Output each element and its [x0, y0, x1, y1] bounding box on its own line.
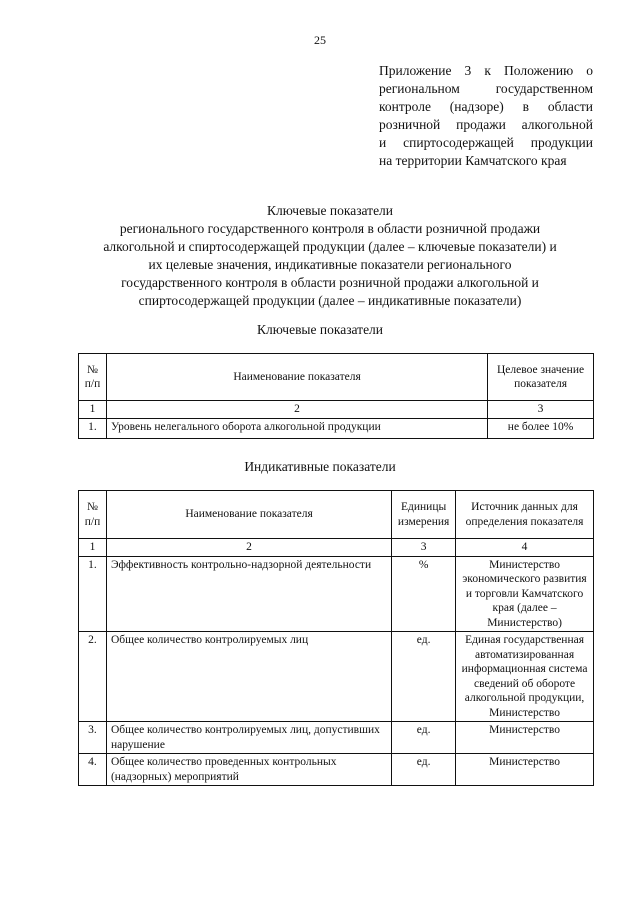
index-cell: 4 [456, 539, 594, 557]
index-cell: 1 [79, 539, 107, 557]
index-cell: 3 [392, 539, 456, 557]
table-row [79, 722, 594, 754]
header-source: Источник данных для определения показателя [456, 491, 594, 539]
appendix-line: розничной продажи алкогольной [379, 117, 593, 132]
row-source: Министерство [456, 722, 594, 754]
index-cell: 2 [106, 401, 487, 419]
index-cell: 1 [79, 401, 107, 419]
header-units: Единицы измерения [392, 491, 456, 539]
appendix-line: региональном государственном [379, 81, 593, 96]
table-header-row [79, 354, 594, 401]
table-header-row [79, 491, 594, 539]
row-indicator: Общее количество контролируемых лиц, допустивших нарушение [106, 722, 391, 754]
row-number: 4. [79, 754, 107, 786]
appendix-header [379, 62, 593, 170]
document-title [60, 202, 600, 310]
header-number: № п/п [79, 354, 107, 401]
row-indicator: Общее количество контролируемых лиц [106, 632, 391, 722]
page-number: 25 [314, 33, 326, 47]
row-units: ед. [392, 632, 456, 722]
indicative-indicators-table [78, 490, 594, 786]
table-row [79, 632, 594, 722]
title-line: Ключевые показатели [266, 203, 394, 218]
row-units: ед. [392, 722, 456, 754]
index-cell: 2 [106, 539, 391, 557]
row-number: 2. [79, 632, 107, 722]
title-line: алкогольной и спиртосодержащей продукции (далее – ключевые показатели) и [103, 239, 557, 254]
row-indicator: Эффективность контрольно-надзорной деятельности [106, 556, 391, 632]
row-number: 3. [79, 722, 107, 754]
title-line: регионального государственного контроля в области розничной продажи [119, 221, 541, 236]
title-line: их целевые значения, индикативные показатели регионального [148, 257, 512, 272]
appendix-line: Приложение 3 к Положению о [379, 63, 593, 78]
appendix-line: на территории Камчатского края [379, 153, 567, 168]
header-name: Наименование показателя [106, 491, 391, 539]
row-source: Министерство экономического развития и торговли Камчатского края (далее – Министерство) [456, 556, 594, 632]
row-number: 1. [79, 556, 107, 632]
row-source: Министерство [456, 754, 594, 786]
row-units: % [392, 556, 456, 632]
row-units: ед. [392, 754, 456, 786]
row-source: Единая государственная автоматизированная информационная система сведений об обороте алкогольной продукции, Министерство [456, 632, 594, 722]
row-number: 1. [79, 418, 107, 438]
indicative-section-title: Индикативные показатели [244, 459, 396, 474]
header-number: № п/п [79, 491, 107, 539]
row-indicator: Уровень нелегального оборота алкогольной продукции [106, 418, 487, 438]
table-row [79, 556, 594, 632]
table-index-row [79, 401, 594, 419]
table-index-row [79, 539, 594, 557]
table-row [79, 418, 594, 438]
appendix-line: контроле (надзоре) в области [379, 99, 593, 114]
index-cell: 3 [488, 401, 594, 419]
table-row [79, 754, 594, 786]
title-line: спиртосодержащей продукции (далее – индикативные показатели) [138, 293, 522, 308]
row-target: не более 10% [488, 418, 594, 438]
header-name: Наименование показателя [106, 354, 487, 401]
row-indicator: Общее количество проведенных контрольных (надзорных) мероприятий [106, 754, 391, 786]
header-target: Целевое значение показателя [488, 354, 594, 401]
key-indicators-table [78, 353, 594, 439]
appendix-line: и спиртосодержащей продукции [379, 135, 593, 150]
key-section-title: Ключевые показатели [256, 322, 384, 337]
title-line: государственного контроля в области розничной продажи алкогольной и [121, 275, 539, 290]
